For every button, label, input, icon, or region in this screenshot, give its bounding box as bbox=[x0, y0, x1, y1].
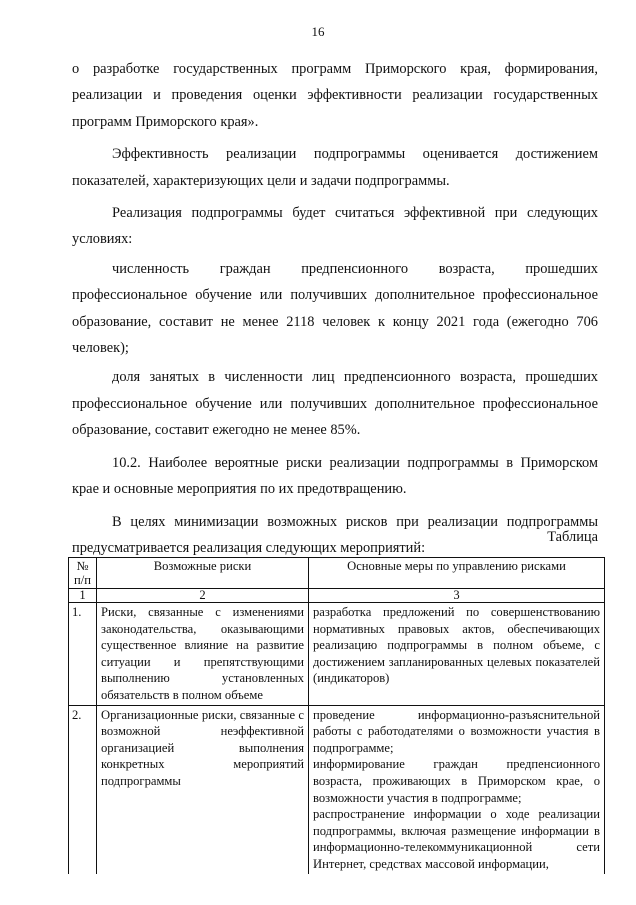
index-cell: 1 bbox=[69, 589, 97, 603]
paragraph-conditions: Реализация подпрограммы будет считаться эффективной при следующих условиях: bbox=[72, 205, 598, 248]
header-number: № п/п bbox=[69, 558, 97, 589]
header-risks: Возможные риски bbox=[97, 558, 309, 589]
body-text bbox=[72, 56, 598, 561]
paragraph-measures-intro: В целях минимизации возможных рисков при реализации подпрограммы предусматривается реализация следующих мероприятий: bbox=[72, 513, 598, 556]
measure-item: информирование граждан предпенсионного возраста, проживающих в Приморском крае, о возможности участия в подпрограмме; bbox=[313, 757, 600, 805]
table-row bbox=[69, 603, 605, 706]
row-number: 1. bbox=[69, 603, 97, 706]
measures-cell bbox=[309, 705, 605, 873]
table-caption: Таблица bbox=[547, 529, 598, 545]
risks-table bbox=[68, 557, 605, 874]
risk-cell: Организационные риски, связанные с возможной неэффективной организацией выполнения конкретных мероприятий подпрограммы bbox=[97, 705, 309, 873]
paragraph-efficiency: Эффективность реализации подпрограммы оценивается достижением показателей, характеризующих цели и задачи подпрограммы. bbox=[72, 146, 598, 189]
risk-cell: Риски, связанные с изменениями законодательства, оказывающими существенное влияние на развитие ситуации и препятствующими выполнению установленных обязательств в полном объеме bbox=[97, 603, 309, 706]
table-index-row bbox=[69, 589, 605, 603]
table-row bbox=[69, 705, 605, 873]
paragraph-condition-count: численность граждан предпенсионного возраста, прошедших профессиональное обучение или получивших дополнительное профессиональное образование, составит не менее 2118 человек к концу 2021 года (ежегодно 706 человек); bbox=[72, 260, 598, 357]
paragraph-continuation: о разработке государственных программ Приморского края, формирования, реализации и проведения оценки эффективности реализации государственных программ Приморского края». bbox=[72, 61, 598, 130]
measure-item: распространение информации о ходе реализации подпрограммы, включая размещение информации в информационно-телекоммуникационной сети Интернет, средствах массовой информации, bbox=[313, 807, 600, 871]
index-cell: 3 bbox=[309, 589, 605, 603]
table-header-row bbox=[69, 558, 605, 589]
measure-item: разработка предложений по совершенствованию нормативных правовых актов, обеспечивающих реализацию подпрограммы в полном объеме, с достижением запланированных целевых показателей (индикаторов) bbox=[313, 605, 600, 686]
index-cell: 2 bbox=[97, 589, 309, 603]
header-measures: Основные меры по управлению рисками bbox=[309, 558, 605, 589]
page-number: 16 bbox=[311, 24, 325, 39]
row-number: 2. bbox=[69, 705, 97, 873]
measures-cell bbox=[309, 603, 605, 706]
section-heading-10-2: 10.2. Наиболее вероятные риски реализации подпрограммы в Приморском крае и основные мероприятия по их предотвращению. bbox=[72, 454, 598, 498]
paragraph-condition-share: доля занятых в численности лиц предпенсионного возраста, прошедших профессиональное обучение или получивших дополнительное профессиональное образование, составит ежегодно не менее 85%. bbox=[72, 369, 598, 439]
measure-item: проведение информационно-разъяснительной работы с работодателями о возможности участия в подпрограмме; bbox=[313, 707, 600, 755]
